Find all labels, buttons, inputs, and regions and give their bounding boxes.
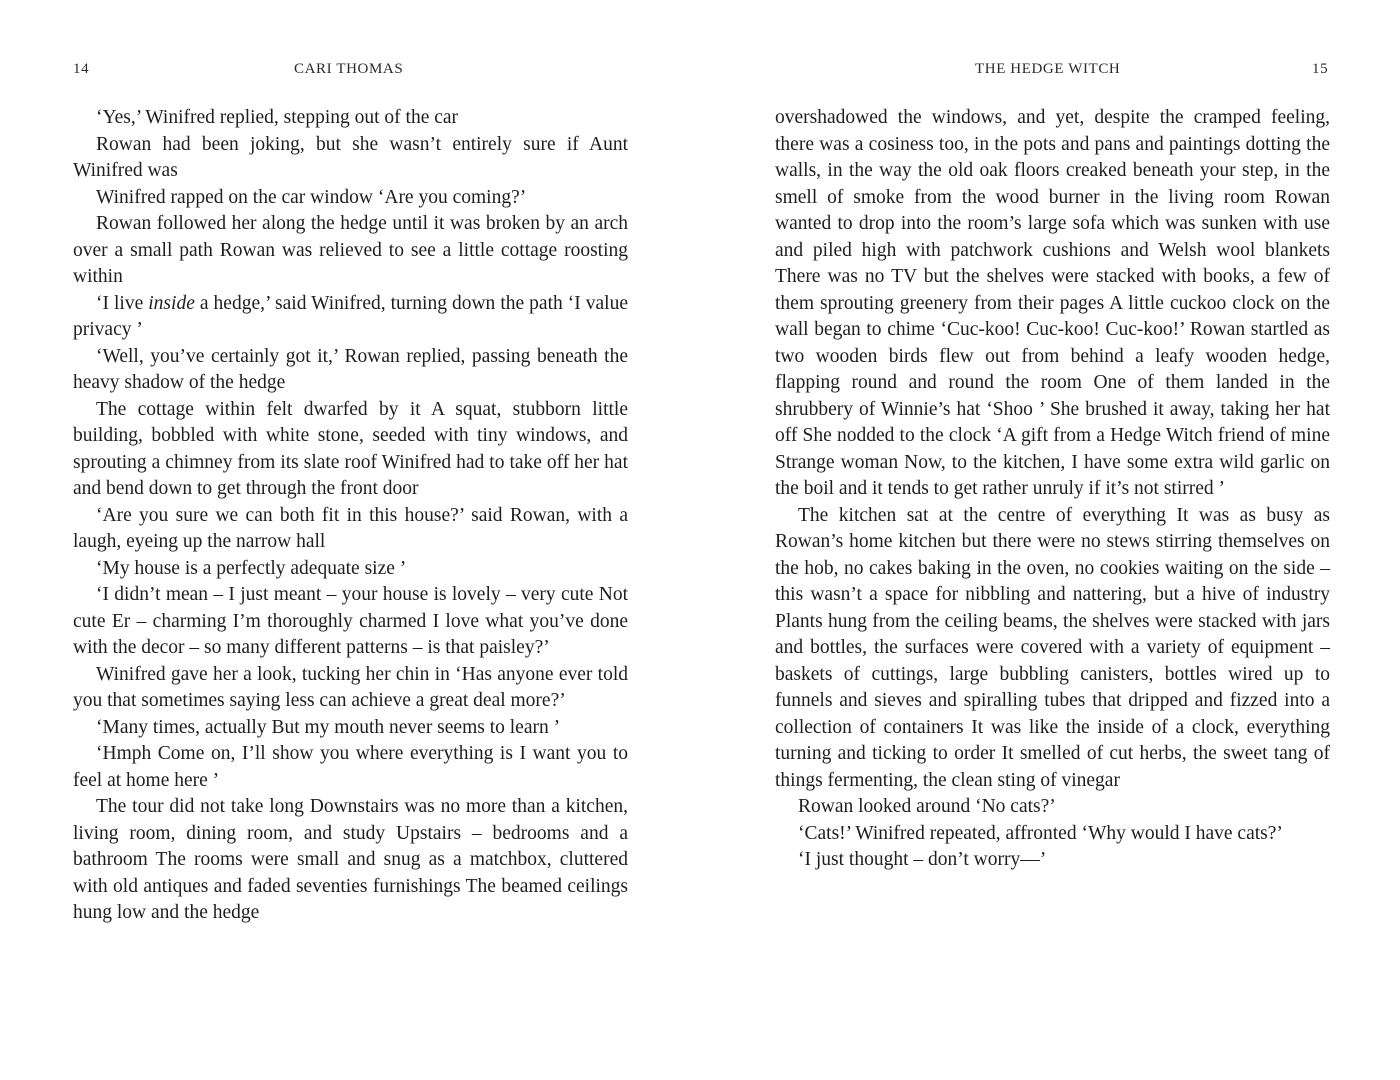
paragraph: The cottage within felt dwarfed by it A squat, stubborn little building, bobbled with white stone, seeded with tiny windows, and sprouting a chimney from its slate roof Winifred had to take off her hat and bend down to get through the front door bbox=[73, 398, 628, 499]
paragraph: ‘My house is a perfectly adequate size ’ bbox=[96, 557, 407, 579]
emphasis: inside bbox=[148, 292, 195, 314]
paragraph: ‘Hmph Come on, I’ll show you where everything is I want you to feel at home here ’ bbox=[73, 743, 628, 791]
paragraph: ‘Many times, actually But my mouth never seems to learn ’ bbox=[96, 716, 561, 738]
paragraph: Winifred rapped on the car window ‘Are you coming?’ bbox=[96, 186, 527, 208]
page-number: 15 bbox=[1312, 61, 1329, 77]
paragraph: ‘Cats!’ Winifred repeated, affronted ‘Why would I have cats?’ bbox=[798, 822, 1283, 844]
paragraph: ‘I just thought – don’t worry—’ bbox=[798, 849, 1047, 870]
paragraph: Rowan followed her along the hedge until it was broken by an arch over a small path Rowan was relieved to see a little cottage roosting within bbox=[73, 213, 628, 287]
paragraph: ‘I didn’t mean – I just meant – your house is lovely – very cute Not cute Er – charming I’m thoroughly charmed I love what you’ve done with the decor – so many different patterns – is that paisley?’ bbox=[73, 584, 628, 658]
body-text bbox=[775, 105, 1330, 874]
paragraph: ‘Well, you’ve certainly got it,’ Rowan replied, passing beneath the heavy shadow of the hedge bbox=[73, 345, 628, 393]
running-head-title: THE HEDGE WITCH bbox=[975, 61, 1121, 77]
body-text bbox=[73, 105, 628, 927]
paragraph: ‘Are you sure we can both fit in this house?’ said Rowan, with a laugh, eyeing up the narrow hall bbox=[73, 504, 628, 552]
paragraph: ‘Yes,’ Winifred replied, stepping out of the car bbox=[96, 107, 459, 128]
paragraph: The tour did not take long Downstairs was no more than a kitchen, living room, dining room, and study Upstairs – bedrooms and a bathroom The rooms were small and snug as a matchbox, cluttered with old antiques and faded seventies furnishings The beamed ceilings hung low and the hedge bbox=[73, 796, 628, 923]
right-page bbox=[700, 0, 1400, 1080]
paragraph bbox=[73, 291, 628, 344]
page-number: 14 bbox=[73, 61, 90, 77]
paragraph: The kitchen sat at the centre of everything It was as busy as Rowan’s home kitchen but there were no stews stirring themselves on the hob, no cakes baking in the oven, no cookies waiting on the side – this wasn’t a space for nibbling and nattering, but a hive of industry Plants hung from the ceiling beams, the shelves were stacked with jars and bottles, the surfaces were covered with a variety of equipment – baskets of cuttings, large bubbling canisters, bottles wired up to funnels and sieves and spiralling tubes that dripped and fizzed into a collection of containers It was like the inside of a clock, everything turning and ticking to order It smelled of cut herbs, the sweet tang of things fermenting, the clean sting of vinegar bbox=[775, 504, 1330, 791]
paragraph-continuation: overshadowed the windows, and yet, despite the cramped feeling, there was a cosiness too, in the pots and pans and paintings dotting the walls, in the way the old oak floors creaked beneath your step, in the smell of smoke from the wood burner in the living room Rowan wanted to drop into the room’s large sofa which was sunken with use and piled high with patchwork cushions and Welsh wool blankets There was no TV but the shelves were stacked with books, a few of them sprouting greenery from their pages A little cuckoo clock on the wall began to chime ‘Cuc-koo! Cuc-koo! Cuc-koo!’ Rowan startled as two wooden birds flew out from behind a leafy wooden hedge, flapping round and round the room One of them landed in the shrubbery of Winnie’s hat ‘Shoo ’ She brushed it away, taking her hat off She nodded to the clock ‘A gift from a Hedge Witch friend of mine Strange woman Now, to the kitchen, I have some extra wild garlic on the boil and it tends to get rather unruly if it’s not stirred ’ bbox=[775, 107, 1330, 499]
paragraph-text: a hedge,’ said Winifred, turning down the path ‘I value privacy ’ bbox=[73, 292, 628, 340]
paragraph: Rowan had been joking, but she wasn’t entirely sure if Aunt Winifred was bbox=[73, 133, 628, 181]
running-head-author: CARI THOMAS bbox=[294, 61, 404, 77]
paragraph-text: ‘I live bbox=[96, 292, 149, 314]
paragraph: Winifred gave her a look, tucking her chin in ‘Has anyone ever told you that sometimes saying less can achieve a great deal more?’ bbox=[73, 663, 628, 711]
paragraph: Rowan looked around ‘No cats?’ bbox=[798, 796, 1056, 817]
